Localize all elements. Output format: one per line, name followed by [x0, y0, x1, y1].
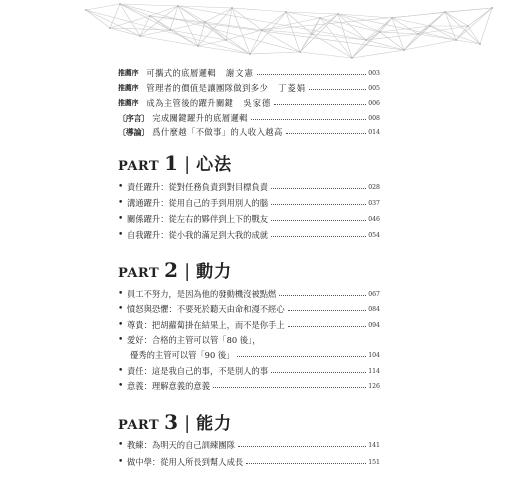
entry-title: 成為主管後的躍升關鍵	[146, 98, 234, 108]
bullet-icon: •	[118, 214, 124, 224]
network-node	[467, 25, 469, 27]
entry-title: 爲什麼越「不做事」的人收入越高	[152, 127, 283, 137]
network-node	[417, 33, 419, 35]
network-node	[429, 25, 431, 27]
network-line	[430, 12, 445, 26]
network-node	[204, 21, 206, 23]
network-node	[491, 7, 493, 9]
network-line	[392, 18, 418, 34]
dot-leader	[246, 463, 366, 464]
page-number: 126	[368, 382, 380, 390]
page-number: 114	[368, 367, 380, 375]
bullet-icon: •	[118, 335, 124, 345]
entry-author: 丁菱娟	[278, 83, 307, 93]
network-line	[262, 8, 492, 30]
divider: |	[184, 154, 191, 175]
network-node	[337, 13, 339, 15]
page-number: 003	[368, 69, 380, 77]
entry-title: 關係躍升：從左右的夥伴到上下的戰友	[127, 214, 269, 224]
network-node	[455, 39, 457, 41]
part-label: PART	[118, 159, 160, 174]
toc-item-continuation[interactable]	[118, 348, 380, 362]
network-line	[392, 18, 430, 26]
network-node	[169, 29, 171, 31]
page-number: 084	[368, 305, 380, 313]
network-line	[366, 40, 404, 50]
bullet-icon: •	[118, 230, 124, 240]
network-node	[139, 35, 141, 37]
network-line	[86, 4, 120, 10]
network-line	[250, 12, 286, 54]
bullet-icon: •	[118, 304, 124, 314]
dot-leader	[271, 188, 366, 189]
entry-title: 自我躍升：從小我的滿足到大我的成就	[127, 230, 269, 240]
network-line	[120, 4, 178, 6]
network-node	[391, 17, 393, 19]
bullet-icon: •	[118, 320, 124, 330]
entry-author: 吳家德	[243, 98, 272, 108]
page-number: 037	[368, 199, 380, 207]
entry-title: 完成關鍵躍升的底層邏輯	[152, 113, 248, 123]
network-node	[231, 7, 233, 9]
network-line	[468, 8, 492, 26]
divider: |	[184, 413, 191, 434]
network-line	[250, 52, 300, 54]
section-tag: 推薦序	[118, 69, 139, 77]
part-heading	[118, 409, 232, 433]
network-line	[352, 18, 392, 58]
page-number: 104	[368, 351, 380, 359]
network-line	[352, 50, 404, 58]
entry-title: 愛好：合格的主管可以管「80 後」，	[127, 335, 261, 345]
dot-leader	[237, 356, 366, 357]
dot-leader	[274, 104, 366, 105]
page-number: 151	[368, 458, 380, 466]
front-matter-item[interactable]	[118, 66, 380, 80]
page-number: 067	[368, 290, 380, 298]
network-node	[261, 29, 263, 31]
bullet-icon: •	[118, 366, 124, 376]
page-number: 005	[368, 84, 380, 92]
page-number: 006	[368, 99, 380, 107]
network-line	[300, 52, 352, 58]
network-node	[403, 49, 405, 51]
part-title: 心法	[196, 155, 233, 175]
page-number: 014	[368, 128, 380, 136]
network-line	[205, 22, 250, 54]
network-node	[299, 51, 301, 53]
toc-item[interactable]	[118, 318, 380, 332]
entry-title: 溝通躍升：從用自己的手到用別人的腦	[127, 198, 269, 208]
toc-item[interactable]	[118, 364, 380, 378]
toc-item[interactable]	[118, 302, 380, 316]
entry-title: 做中學：從用人所長到幫人成長	[127, 457, 244, 467]
section-tag: 〔序言〕	[118, 113, 150, 123]
network-line	[150, 6, 178, 16]
network-line	[320, 18, 380, 32]
network-line	[430, 26, 480, 44]
dot-leader	[271, 236, 366, 237]
section-tag: 推薦序	[118, 99, 139, 107]
front-matter-item[interactable]	[118, 96, 380, 110]
part-heading	[118, 257, 232, 281]
dot-leader	[213, 387, 366, 388]
network-node	[249, 53, 251, 55]
network-node	[149, 15, 151, 17]
network-line	[456, 26, 468, 40]
dot-leader	[238, 446, 366, 447]
network-node	[319, 17, 321, 19]
entry-title: 憤怒與恐懼：不要死於聽天由命和漫不經心	[127, 304, 285, 314]
front-matter-item[interactable]	[118, 111, 380, 125]
network-line	[320, 18, 366, 40]
dot-leader	[271, 372, 366, 373]
dot-leader	[271, 220, 366, 221]
toc-item[interactable]	[118, 212, 380, 226]
entry-title: 可攜式的底層邏輯	[146, 68, 216, 78]
bullet-icon: •	[118, 381, 124, 391]
dot-leader	[271, 204, 366, 205]
network-line	[232, 8, 286, 12]
network-line	[262, 18, 320, 30]
network-line	[86, 10, 110, 28]
network-node	[365, 39, 367, 41]
front-matter-item[interactable]	[118, 125, 380, 139]
page-number: 046	[368, 215, 380, 223]
network-lines-icon	[0, 0, 520, 62]
part-number: 2	[164, 258, 179, 282]
network-line	[140, 30, 170, 36]
page-number: 094	[368, 321, 380, 329]
entry-title: 意義：理解意義的意義	[127, 381, 210, 391]
part-number: 1	[164, 151, 179, 175]
network-node	[177, 5, 179, 7]
dot-leader	[251, 119, 366, 120]
bullet-icon: •	[118, 440, 124, 450]
bullet-icon: •	[118, 198, 124, 208]
network-line	[418, 12, 445, 34]
entry-title: 教練：為明天的自己訓練團隊	[127, 440, 235, 450]
dot-leader	[309, 89, 366, 90]
network-node	[197, 45, 199, 47]
entry-author: 謝文憲	[225, 68, 254, 78]
network-line	[380, 32, 418, 34]
network-line	[120, 4, 150, 16]
toc-item[interactable]	[118, 455, 380, 469]
network-node	[351, 57, 353, 59]
dot-leader	[288, 326, 366, 327]
toc-item[interactable]	[118, 228, 380, 242]
entry-title: 員工不努力，是因為他的發動機沒被點燃	[127, 289, 277, 299]
entry-title: 優秀的主管可以管「90 後」	[130, 350, 235, 360]
network-line	[380, 18, 392, 32]
dot-leader	[286, 133, 366, 134]
network-line	[110, 4, 120, 28]
network-node	[311, 33, 313, 35]
network-node	[85, 9, 87, 11]
bullet-icon: •	[118, 457, 124, 467]
toc-item[interactable]	[118, 333, 380, 347]
toc-item[interactable]	[118, 438, 380, 452]
bullet-icon: •	[118, 182, 124, 192]
toc-item[interactable]	[118, 196, 380, 210]
network-node	[379, 31, 381, 33]
network-node	[444, 11, 446, 13]
toc-item[interactable]	[118, 379, 380, 393]
network-line	[286, 12, 338, 14]
dot-leader	[288, 310, 366, 311]
network-line	[170, 22, 205, 30]
entry-title: 尊貴：把胡蘿蔔掛在結果上，而不是你手上	[127, 320, 285, 330]
network-line	[445, 12, 468, 26]
network-line	[226, 8, 232, 40]
part-heading	[118, 150, 232, 174]
page-number: 141	[368, 441, 380, 449]
part-title: 能力	[196, 414, 233, 434]
network-node	[225, 39, 227, 41]
entry-title: 責任躍升：從對任務負責到對目標負責	[127, 182, 269, 192]
part-number: 3	[164, 410, 179, 434]
network-node	[285, 11, 287, 13]
section-tag: 〔導論〕	[118, 127, 150, 137]
part-title: 動力	[196, 262, 233, 282]
toc-item[interactable]	[118, 180, 380, 194]
network-node	[109, 27, 111, 29]
bullet-icon: •	[118, 289, 124, 299]
divider: |	[184, 261, 191, 282]
page-number: 008	[368, 114, 380, 122]
network-line	[110, 28, 170, 30]
network-line	[366, 34, 418, 40]
part-label: PART	[118, 418, 160, 433]
entry-title: 管理者的價值是讓團隊做到多少	[146, 83, 269, 93]
network-node	[479, 43, 481, 45]
page-number: 028	[368, 183, 380, 191]
network-node	[119, 3, 121, 5]
page-number: 054	[368, 231, 380, 239]
network-line	[352, 40, 366, 58]
front-matter-item[interactable]	[118, 81, 380, 95]
dot-leader	[279, 295, 366, 296]
entry-title: 責任：這是我自己的事，不是別人的事	[127, 366, 269, 376]
dot-leader	[257, 74, 366, 75]
toc-item[interactable]	[118, 287, 380, 301]
part-label: PART	[118, 266, 160, 281]
network-line	[170, 6, 178, 30]
section-tag: 推薦序	[118, 84, 139, 92]
